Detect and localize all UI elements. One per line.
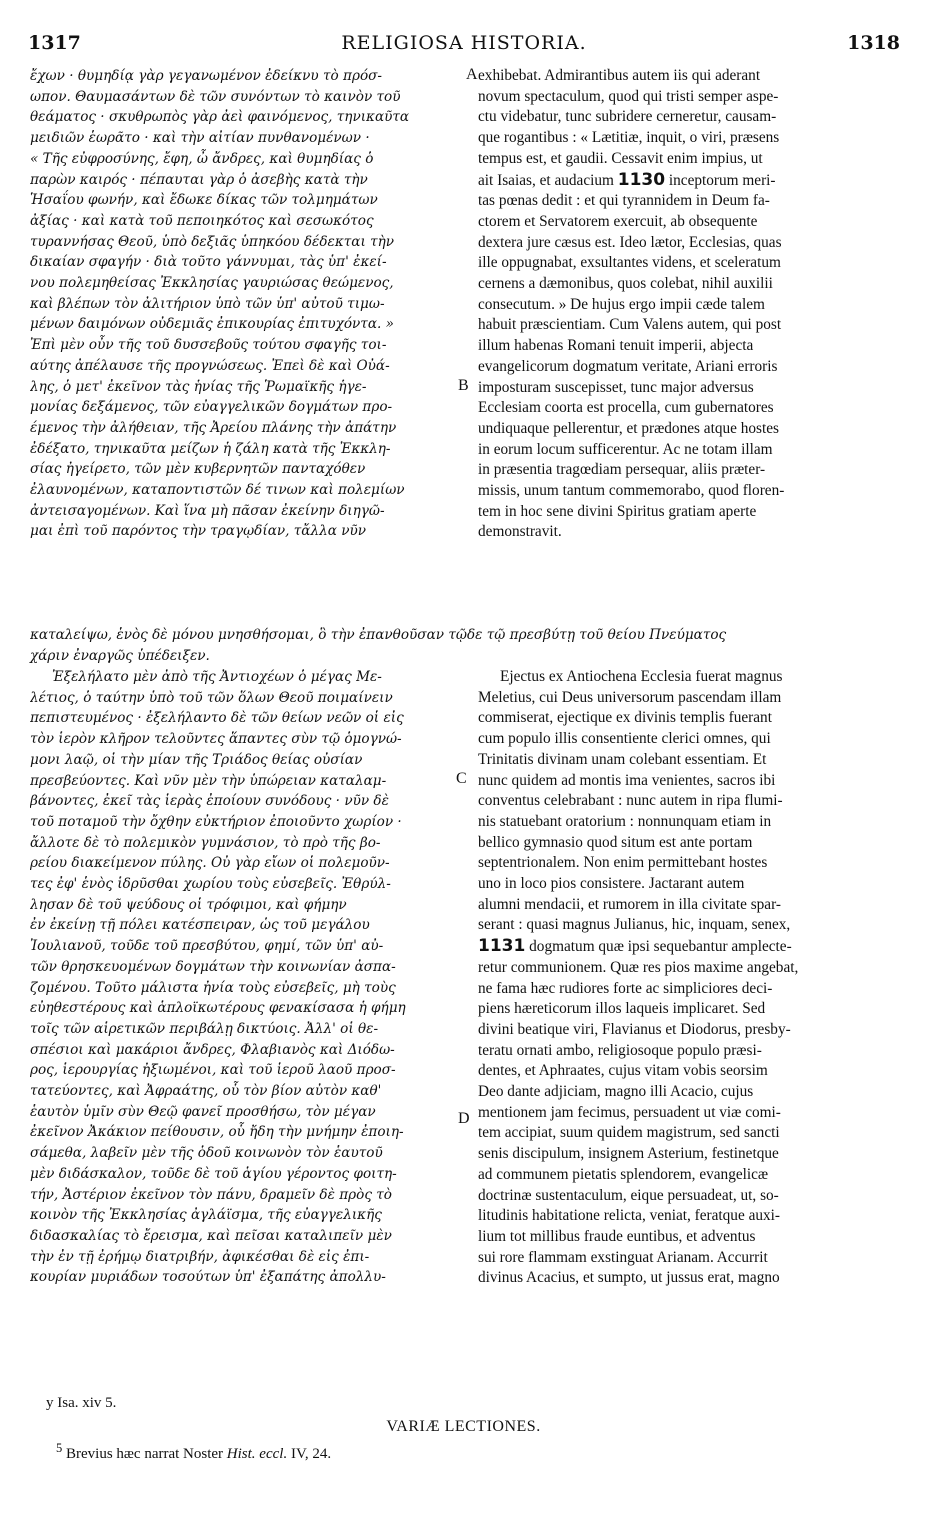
text-line: τοῦ ποταμοῦ τὴν ὄχθην εὐκτήριον ἐποιοῦντο χωρίον · [30, 813, 402, 830]
text-line: uno in loco pios consistere. Jactarant autem [478, 875, 745, 893]
margin-letter-a: A [466, 66, 478, 83]
text-line: λέτιος, ὁ ταύτην ὑπὸ τοῦ τῶν ὅλων Θεοῦ ποιμαίνειν [30, 689, 393, 706]
text-line: λησαν δὲ τοῦ ψεύδους οἱ τρόφιμοι, καὶ φήμην [30, 896, 347, 913]
text-line: βάνοντες, ἐκεῖ τὰς ἱερὰς ἐποίουν συνόδους · νῦν δὲ [30, 793, 389, 810]
text-line: πεπιστευμένος · ἐξελήλαντο δὲ τῶν θείων νεῶν οἱ εἰς [30, 710, 404, 727]
text-line: ad communem pietatis splendorem, evangelicæ [478, 1165, 769, 1183]
running-title: RELIGIOSA HISTORIA. [341, 32, 587, 54]
text-line: τατεύοντες, καὶ Ἀφραάτης, οὗ τὸν βίον αὐτὸν καθ' [30, 1083, 382, 1100]
text-line: ctorem et Servatorem exercuit, ab obsequente [478, 212, 758, 230]
text-line: teratu ornati ambo, religiosoque populo præsi- [478, 1041, 762, 1059]
text-fragment: inceptorum meri- [668, 171, 776, 189]
text-line: habuit præscientiam. Cum Valens autem, qui post [478, 316, 782, 334]
text-line: Trinitatis divinam unam colebant essentiam. Et [478, 750, 767, 768]
text-line: in præsentia tragœdiam persequar, aliis præter- [478, 461, 766, 479]
text-line: διδασκαλίας τὸ ἔρεισμα, καὶ πεῖσαι καταλιπεῖν μὲν [30, 1227, 392, 1244]
text-fragment: ait Isaias, et audacium [478, 171, 614, 189]
text-line: lium tot millibus fraude euntibus, et adventus [478, 1227, 756, 1245]
text-line: κοινὸν τῆς Ἐκκλησίας ἀγλάϊσμα, τῆς εὐαγγελικῆς [30, 1207, 382, 1224]
text-line: παρὼν καιρός · πέπαυται γὰρ ὁ ἀσεβὴς κατὰ τὴν [30, 171, 368, 188]
text-line: ἀξίας · καὶ κατὰ τοῦ πεποιηκότος καὶ σεσωκότος [30, 212, 374, 229]
text-line: ἀντεισαγομένων. Καὶ ἵνα μὴ πᾶσαν ἐκείνην διηγῶ- [30, 502, 385, 519]
text-line: Ecclesiam coorta est procella, cum gubernatores [478, 399, 774, 417]
text-line: Meletius, cui Deus universorum pascendam illam [478, 688, 782, 706]
text-line: ωπον. Θαυμασάντων δὲ τῶν συνόντων τὸ καινὸν τοῦ [30, 88, 401, 105]
text-fragment: dogmatum quæ ipsi sequebantur amplecte- [529, 938, 792, 956]
text-line: κουρίαν μυριάδων τοσούτων ὑπ' ἐξαπάτης ἀπολλυ- [30, 1269, 386, 1286]
text-line: demonstravit. [478, 523, 562, 541]
text-line: doctrinæ sustentaculum, eique persuadeat, ut, so- [478, 1186, 779, 1204]
text-line: ἐν ἐκείνῃ τῇ πόλει κατέσπειραν, ὡς τοῦ μεγάλου [30, 917, 370, 934]
text-line: ille oppugnabat, exsultantes videns, et sceleratum [478, 254, 781, 272]
text-line: commiserat, ejectique ex divinis templis fuerant [478, 709, 772, 727]
text-line: ἔχων · θυμηδίᾳ γὰρ γεγανωμένον ἐδείκνυ τὸ πρόσ- [30, 68, 383, 84]
footnote-locus: IV, 24. [290, 1446, 332, 1462]
text-line: ἐκεῖνον Ἀκάκιον πείθουσιν, οὗ ἤδη τὴν μνήμην ἐποιη- [30, 1124, 404, 1141]
text-line: tempus est, et gaudii. Cessavit enim impius, ut [478, 149, 763, 167]
spanning-greek-line: καταλείψω, ἑνὸς δὲ μόνου μνησθήσομαι, ὃ τὴν ἐπανθοῦσαν τῷδε τῷ πρεσβύτῃ τοῦ θείου Πνεύματος [30, 627, 727, 643]
text-line-with-column-number [478, 170, 898, 192]
text-line: ne fama hæc rudiores forte ac simpliciores deci- [478, 979, 773, 997]
text-line: alumni mendacii, et rumorem in illa civitate spar- [478, 895, 781, 913]
text-line: ἐλαυνομένων, καταποντιστῶν δέ τινων καὶ πολεμίων [30, 482, 405, 499]
text-line: μειδιῶν ἑωρᾶτο · καὶ τὴν αἰτίαν πυνθανομένων · [30, 130, 370, 147]
text-line: τῶν θρησκευομένων δογμάτων τὴν κοινωνίαν ἀσπα- [30, 958, 396, 975]
text-line: μονίας δεξάμενος, τῶν εὐαγγελικῶν δογμάτων προ- [30, 399, 393, 416]
text-line: septentrionalem. Non enim permittebant hostes [478, 854, 768, 872]
text-line: τήν, Ἀστέριον ἐκεῖνον τὸν πάνυ, δραμεῖν δὲ πρὸς τὸ [30, 1186, 392, 1203]
text-line: novum spectaculum, quod qui tristi semper aspe- [478, 87, 779, 105]
footnote-marker: 5 [56, 1441, 63, 1455]
text-line: tem in hoc sene divini Spiritus gratiam aperte [478, 502, 757, 520]
text-line: Ejectus ex Antiochena Ecclesia fuerat magnus [500, 668, 783, 685]
text-line: σίας ἠγείρετο, τῶν μὲν κυβερνητῶν πανταχόθεν [30, 461, 366, 478]
text-line: Ἐπὶ μὲν οὖν τῆς τοῦ δυσσεβοῦς τούτου σφαγῆς τοι- [30, 337, 387, 354]
text-line: conventus celebrabant : nunc autem in ripa flumi- [478, 792, 783, 810]
text-line: consecutum. » De hujus ergo impii cæde talem [478, 295, 765, 313]
text-line: μονι λαῷ, οἱ τὴν μίαν τῆς Τριάδος θείας οὐσίαν [30, 751, 363, 768]
text-line: σπέσιοι καὶ μακάριοι ἄνδρες, Φλαβιανὸς καὶ Διόδω- [30, 1041, 395, 1058]
text-line: in eorum locum sufficerentur. Ac ne totam illam [478, 440, 773, 458]
text-line: λης, ὁ μετ' ἐκεῖνον τὰς ἡνίας τῆς Ῥωμαϊκῆς ἡγε- [30, 378, 367, 395]
footnote-text: Brevius hæc narrat Noster [66, 1446, 224, 1462]
text-line: tem accipiat, suum quidem magistrum, sed sancti [478, 1124, 780, 1142]
page-number-right: 1318 [847, 32, 900, 54]
text-line: Ἐξελήλατο μὲν ἀπὸ τῆς Ἀντιοχέων ὁ μέγας Με- [52, 669, 382, 685]
text-line: έμενος τὴν ἀλήθειαν, τῆς Ἀρείου πλάνης τὴν ἀπάτην [30, 419, 397, 436]
text-line: serant : quasi magnus Julianus, hic, inquam, senex, [478, 916, 791, 934]
text-line: divinus Acacius, et sumpto, ut jussus erat, magno [478, 1269, 780, 1287]
text-line: τὴν ἐν τῇ ἐρήμῳ διατριβήν, ἀφικέσθαι δὲ εἰς ἐπι- [30, 1248, 370, 1265]
text-line: Ἡσαΐου φωνήν, καὶ ἔδωκε δίκας τῶν τολμημάτων [30, 192, 378, 209]
greek-column-upper [30, 66, 466, 542]
greek-column-lower [30, 667, 466, 1288]
text-line: εὐηθεστέρους καὶ ἁπλοϊκωτέρους φενακίσασα ἡ φήμη [30, 1000, 406, 1017]
spanning-greek-line-2: χάριν ἐναργῶς ὑπέδειξεν. [30, 648, 210, 664]
text-line: nis statuebant oratorium : nonnunquam etiam in [478, 812, 772, 830]
text-line: δικαίαν σφαγήν · διὰ τοῦτο γάννυμαι, τὰς ὑπ' ἐκεί- [30, 254, 387, 271]
text-line: imposturam suscepisset, tunc major adversus [478, 378, 754, 396]
text-line: dextera jure cæsus est. Ideo lætor, Ecclesias, quas [478, 233, 782, 251]
text-line: bellico gymnasio quod situm est ante portam [478, 833, 753, 851]
text-line: missis, unum tantum commemorabo, quod floren- [478, 482, 785, 500]
latin-column-upper [478, 66, 898, 543]
column-number-1131: 1131 [478, 936, 526, 957]
text-line: ctu videbatur, tunc subridere cerneretur, causam- [478, 108, 777, 126]
text-line: que rogantibus : « Lætitiæ, inquit, o viri, præsens [478, 129, 780, 147]
page-number-left: 1317 [28, 32, 81, 54]
text-line: « Τῆς εὐφροσύνης, ἔφη, ὦ ἄνδρες, καὶ θυμηδίας ὁ [30, 150, 374, 167]
text-line: θεάματος · σκυθρωπὸς γὰρ ἀεὶ φαινόμενος, τηνικαῦτα [30, 109, 410, 126]
text-line: nunc quidem ad montis ima venientes, sacros ibi [478, 771, 776, 789]
text-line: ρείου διακείμενον πύλης. Οὐ γὰρ εἴων οἱ πολεμοῦν- [30, 855, 390, 872]
text-line: undiquaque pellerentur, et prædones atque hostes [478, 419, 779, 437]
text-line: Deo dante adjiciam, magno illi Acacio, cujus [478, 1083, 754, 1101]
text-line: cum populo illis consentiente clerici omnes, qui [478, 730, 771, 748]
text-line [478, 936, 898, 958]
text-line: ἑαυτὸν ὑμῖν σὺν Θεῷ φανεῖ προσθήσω, τὸν μέγαν [30, 1103, 376, 1120]
text-line: πρεσβεύοντες. Καὶ νῦν μὲν τὴν ὑπώρειαν καταλαμ- [30, 772, 387, 789]
margin-letter-c: C [456, 770, 467, 787]
text-line: piens hæreticorum illos laqueis implicaret. Sed [478, 1000, 766, 1018]
text-line: cernens a dæmonibus, quos colebat, nihil auxilii [478, 275, 773, 293]
text-line: ἄλλοτε δὲ τὸ πολεμικὸν γυμνάσιον, τὸ πρὸ τῆς βο- [30, 834, 381, 851]
text-line: ρος, ἱερουργίας ἠξιωμένοι, καὶ τοῦ ἱεροῦ λαοῦ προσ- [30, 1062, 396, 1079]
text-line: exhibebat. Admirantibus autem iis qui aderant [478, 67, 761, 84]
text-line: καὶ βλέπων τὸν ἀλιτήριον ὑπὸ τῶν ὑπ' αὐτοῦ τιμω- [30, 295, 385, 312]
text-line: τοῖς τῶν αἱρετικῶν περιβάλῃ δικτύοις. Ἀλλ' οἱ θε- [30, 1020, 379, 1037]
text-line: μαι ἐπὶ τοῦ παρόντος τὴν τραγῳδίαν, τἄλλα νῦν [30, 523, 367, 540]
footnote-work-title: Hist. eccl. [226, 1446, 288, 1462]
text-line: retur communionem. Quæ res pios maxime angebat, [478, 958, 799, 976]
variae-lectiones-heading: VARIÆ LECTIONES. [386, 1418, 541, 1435]
text-line: evangelicorum dogmatum veritate, Ariani erroris [478, 357, 778, 375]
text-line: illum habenas Romani tenuit imperii, abjecta [478, 337, 754, 355]
text-line: tas pœnas dedit : et qui tyrannidem in Deum fa- [478, 192, 770, 210]
page-header [28, 32, 900, 62]
text-line: μὲν διδάσκαλον, τοῦδε δὲ τοῦ ἁγίου γέροντος φοιτη- [30, 1165, 397, 1182]
text-line: divini beatique viri, Flavianus et Diodorus, presby- [478, 1020, 791, 1038]
footnote [56, 1441, 331, 1463]
text-line: μένων δαιμόνων οὐδεμιᾶς ἐπικουρίας ἐπιτυχόντα. » [30, 316, 394, 333]
scripture-reference: y Isa. xiv 5. [46, 1395, 117, 1411]
text-line: sui rore flammam exstinguat Arianam. Accurrit [478, 1248, 768, 1266]
text-line: τὸν ἱερὸν κλῆρον τελοῦντες ἅπαντες σὺν τῷ ὁμογνώ- [30, 731, 402, 748]
text-line: ζομένου. Τοῦτο μάλιστα ἠνία τοὺς εὐσεβεῖς, μὴ τοὺς [30, 979, 396, 996]
text-line: τυραννήσας Θεοῦ, ὑπὸ δεξιᾶς ὑπηκόου δέδεκται τὴν [30, 233, 395, 250]
text-line: litudinis habitatione relicta, veniat, feratque auxi- [478, 1207, 781, 1225]
margin-letter-b: B [458, 377, 469, 394]
latin-column-lower [478, 667, 898, 1289]
text-line: τες ἐφ' ἑνὸς ἱδρῦσθαι χωρίου τοὺς εὐσεβεῖς. Ἐθρύλ- [30, 876, 391, 893]
text-line: senis discipulum, insignem Asterium, festinetque [478, 1145, 779, 1163]
column-number-1130: 1130 [617, 169, 666, 190]
text-line: νου πολεμηθείσας Ἐκκλησίας γαυριώσας θεώμενος, [30, 275, 394, 292]
margin-letter-d: D [458, 1110, 470, 1127]
text-line: σάμεθα, λαβεῖν μὲν τῆς ὁδοῦ κοινωνὸν τὸν ἑαυτοῦ [30, 1145, 383, 1162]
text-line: mentionem jam fecimus, persuadent ut viæ comi- [478, 1103, 781, 1121]
text-line: Ἰουλιανοῦ, τοῦδε τοῦ πρεσβύτου, φημί, τῶν ὑπ' αὐ- [30, 938, 384, 955]
text-line: ἐδέξατο, τηνικαῦτα μείζων ἡ ζάλη κατὰ τῆς Ἐκκλη- [30, 440, 391, 457]
text-line: dentes, et Aphraates, cujus vitam vobis seorsim [478, 1062, 768, 1080]
text-line: αύτης ἀπέλαυσε τῆς προγνώσεως. Ἐπεὶ δὲ καὶ Οὐά- [30, 357, 390, 374]
